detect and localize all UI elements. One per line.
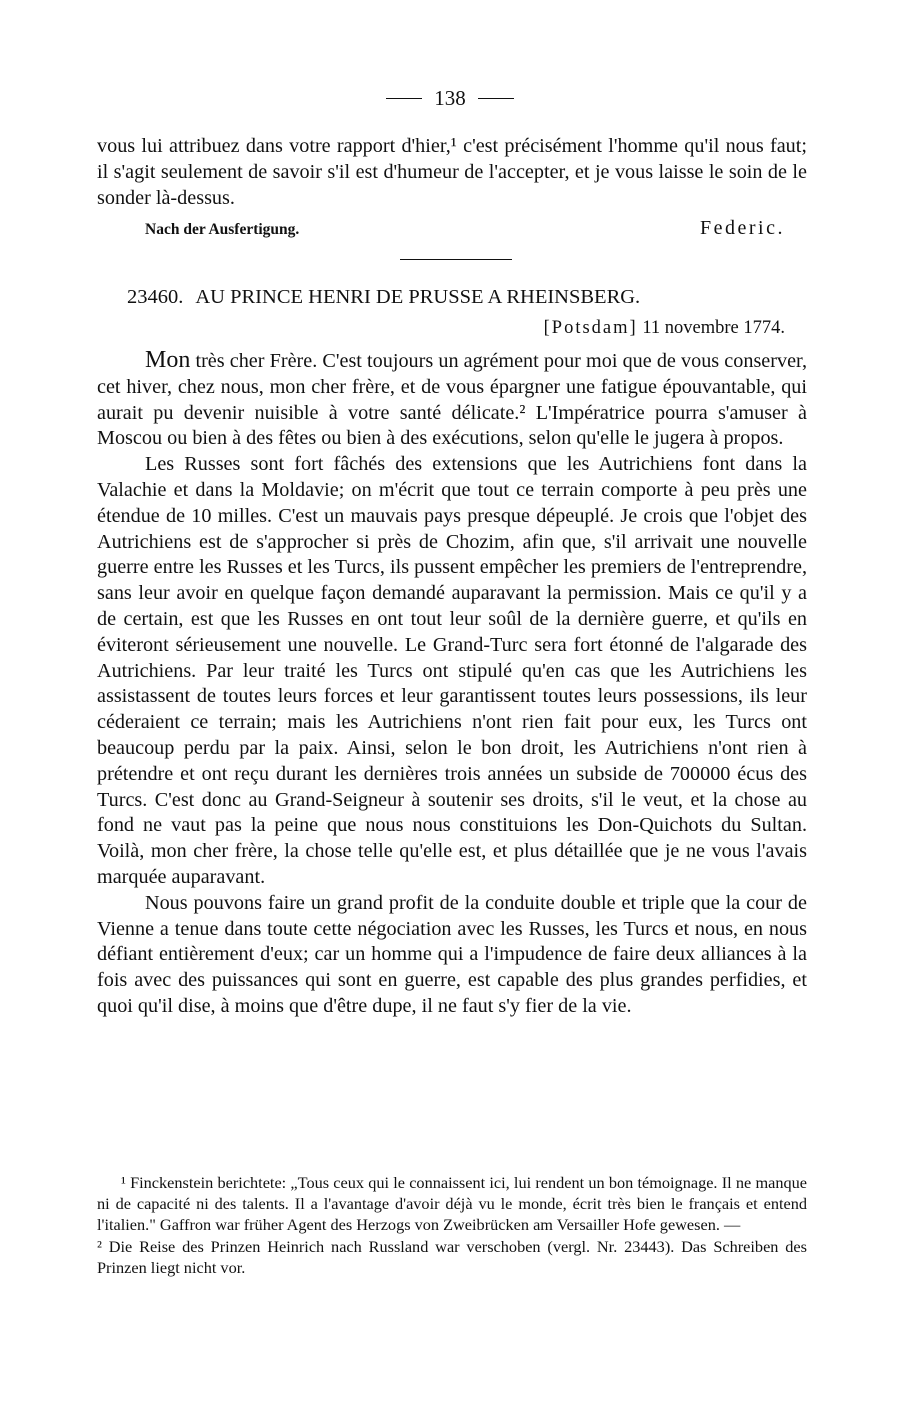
carryover-text (97, 134, 807, 211)
letter-dateline (97, 318, 785, 339)
letter-date: 11 novembre 1774. (642, 318, 785, 338)
source-note: Nach der Ausfertigung. (145, 221, 300, 238)
footnote-1: ¹ Finckenstein berichtete: „Tous ceux qui le connaissent ici, lui rendent un bon témoignage. Il ne manque ni de capacité ni des talents. Il a l'avantage d'avoir déjà vu le monde, écrit très bien le français et entend l'italien." Gaffron war früher Agent des Herzogs von Zweibrücken am Versailler Hofe gewesen. — (97, 1173, 807, 1235)
section-divider (400, 259, 512, 260)
signature: Federic. (700, 217, 785, 239)
letter-place: [Potsdam] (543, 318, 638, 338)
footnote-2: ² Die Reise des Prinzen Heinrich nach Russland war verschoben (vergl. Nr. 23443). Das Schreiben des Prinzen liegt nicht vor. (97, 1236, 807, 1277)
letter-paragraph-1 (97, 348, 807, 452)
letter-initial-word: Mon (145, 347, 191, 373)
signature-line (145, 217, 785, 240)
letter-title: AU PRINCE HENRI DE PRUSSE A RHEINSBERG. (195, 286, 641, 308)
header-rule-left (386, 98, 422, 99)
letter-number: 23460. (127, 286, 184, 308)
footnotes (97, 1172, 807, 1278)
header-rule-right (478, 98, 514, 99)
letter-paragraph-2: Les Russes sont fort fâchés des extensions que les Autrichiens font dans la Valachie et dans la Moldavie; on m'écrit que tout ce terrain comporte à peu près une étendue de 10 milles. C'est un mauvais pays presque dépeuplé. Je crois que l'objet des Autrichiens est de s'approcher si près de Chozim, afin que, s'il arrivait une nouvelle guerre entre les Russes et les Turcs, ils pussent empêcher les premiers de l'entreprendre, sans leur avoir en quelque façon demandé auparavant la permission. Mais ce qu'il y a de certain, est que les Russes en ont tout leur soûl de la dernière guerre, et qu'ils en éviteront sérieusement une nouvelle. Le Grand-Turc sera fort étonné de l'algarade des Autrichiens. Par leur traité les Turcs ont stipulé qu'en cas que les Autrichiens les assistassent de toutes leurs forces et leur garantissent toutes leurs possessions, ils leur céderaient ce terrain; mais les Autrichiens n'ont rien fait pour eux, les Turcs ont beaucoup perdu par la paix. Ainsi, selon le bon droit, les Autrichiens n'ont rien à prétendre et ont reçu durant les dernières trois années un subside de 700000 écus des Turcs. C'est donc au Grand-Seigneur à soutenir ses droits, s'il le veut, et la chose au fond ne vaut pas la peine que nous nous constituions les Don-Quichots du Sultan. Voilà, mon cher frère, la chose telle qu'elle est, et plus détaillée que je ne vous l'avais marquée auparavant. (97, 453, 807, 888)
letter-paragraph-3: Nous pouvons faire un grand profit de la conduite double et triple que la cour de Vienne a tenue dans toute cette négociation avec les Russes, les Turcs et nous, en nous défiant entièrement d'eux; car un homme qui a l'impudence de faire deux alliances à la fois avec des puissances qui sont en guerre, est capable des plus grandes perfidies, et quoi qu'il dise, à moins que d'être dupe, il ne faut s'y fier de la vie. (97, 891, 807, 1017)
page-number: 138 (434, 86, 466, 110)
carryover-paragraph: vous lui attribuez dans votre rapport d'hier,¹ c'est précisément l'homme qu'il nous faut; il s'agit seulement de savoir s'il est d'humeur de l'accepter, et je vous laisse le soin de le sonder là-dessus. (97, 135, 807, 209)
letter-heading (127, 286, 787, 309)
letter-body (97, 348, 807, 1020)
page-header (0, 86, 900, 111)
letter-paragraph-1-text: très cher Frère. C'est toujours un agrément pour moi que de vous conserver, cet hiver, chez nous, mon cher frère, et de vous épargner une fatigue épouvantable, qui aurait pu devenir nuisible à votre santé délicate.² L'Impératrice pourra s'amuser à Moscou ou bien à des fêtes ou bien à des exécutions, selon qu'elle le jugera à propos. (97, 350, 807, 450)
